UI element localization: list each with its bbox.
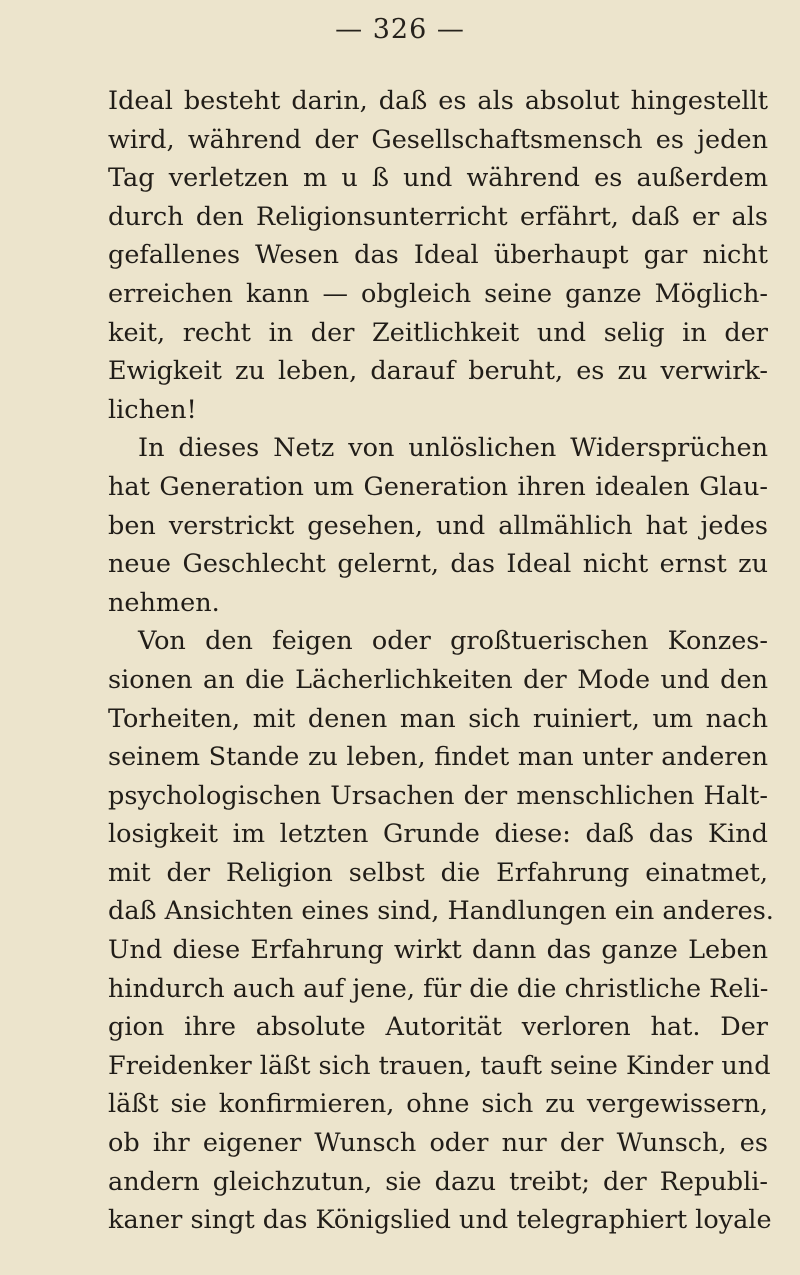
paragraph-1	[108, 82, 768, 429]
body-text	[108, 82, 774, 1240]
text-line: lichen!	[108, 394, 197, 425]
text-line: erreichen kann — obgleich seine ganze Möglich-	[108, 278, 768, 309]
text-line: daß Ansichten eines sind, Handlungen ein anderes.	[108, 896, 774, 927]
text-line: seinem Stande zu leben, findet man unter anderen	[108, 742, 768, 773]
text-line: keit, recht in der Zeitlichkeit und selig in der	[108, 317, 768, 348]
text-line: gion ihre absolute Autorität verloren hat. Der	[108, 1012, 768, 1043]
text-line: Freidenker läßt sich trauen, tauft seine Kinder und	[108, 1050, 771, 1081]
text-line: läßt sie konfirmieren, ohne sich zu vergewissern,	[108, 1089, 768, 1120]
text-line: hindurch auch auf jene, für die die christliche Reli-	[108, 973, 769, 1004]
text-line: gefallenes Wesen das Ideal überhaupt gar nicht	[108, 240, 768, 271]
text-line: mit der Religion selbst die Erfahrung einatmet,	[108, 857, 768, 888]
text-line: Ewigkeit zu leben, darauf beruht, es zu verwirk-	[108, 356, 768, 387]
text-line: Ideal besteht darin, daß es als absolut hingestellt	[108, 86, 768, 116]
text-line: neue Geschlecht gelernt, das Ideal nicht ernst zu	[108, 549, 768, 580]
page-number: — 326 —	[335, 14, 465, 45]
text-line: nehmen.	[108, 587, 220, 618]
text-line: kaner singt das Königslied und telegraphiert loyale	[108, 1205, 772, 1236]
text-line: Torheiten, mit denen man sich ruiniert, um nach	[108, 703, 768, 734]
text-line: hat Generation um Generation ihren idealen Glau-	[108, 471, 768, 502]
text-line: ben verstrickt gesehen, und allmählich hat jedes	[108, 510, 768, 541]
text-line: ob ihr eigener Wunsch oder nur der Wunsch, es	[108, 1128, 768, 1159]
text-line: Tag verletzen m u ß und während es außerdem	[108, 163, 768, 194]
text-line: durch den Religionsunterricht erfährt, daß er als	[108, 201, 768, 232]
text-line: andern gleichzutun, sie dazu treibt; der Republi-	[108, 1166, 768, 1197]
text-line: psychologischen Ursachen der menschlichen Halt-	[108, 780, 768, 811]
paragraph-2	[108, 429, 768, 622]
text-line: losigkeit im letzten Grunde diese: daß das Kind	[108, 819, 768, 850]
text-line: Und diese Erfahrung wirkt dann das ganze Leben	[108, 935, 768, 966]
text-line: In dieses Netz von unlöslichen Widersprüchen	[138, 433, 768, 464]
text-line: Von den feigen oder großtuerischen Konzes-	[138, 626, 768, 657]
text-line: wird, während der Gesellschaftsmensch es jeden	[108, 124, 768, 155]
paragraph-3	[108, 622, 774, 1240]
text-line: sionen an die Lächerlichkeiten der Mode und den	[108, 664, 768, 695]
